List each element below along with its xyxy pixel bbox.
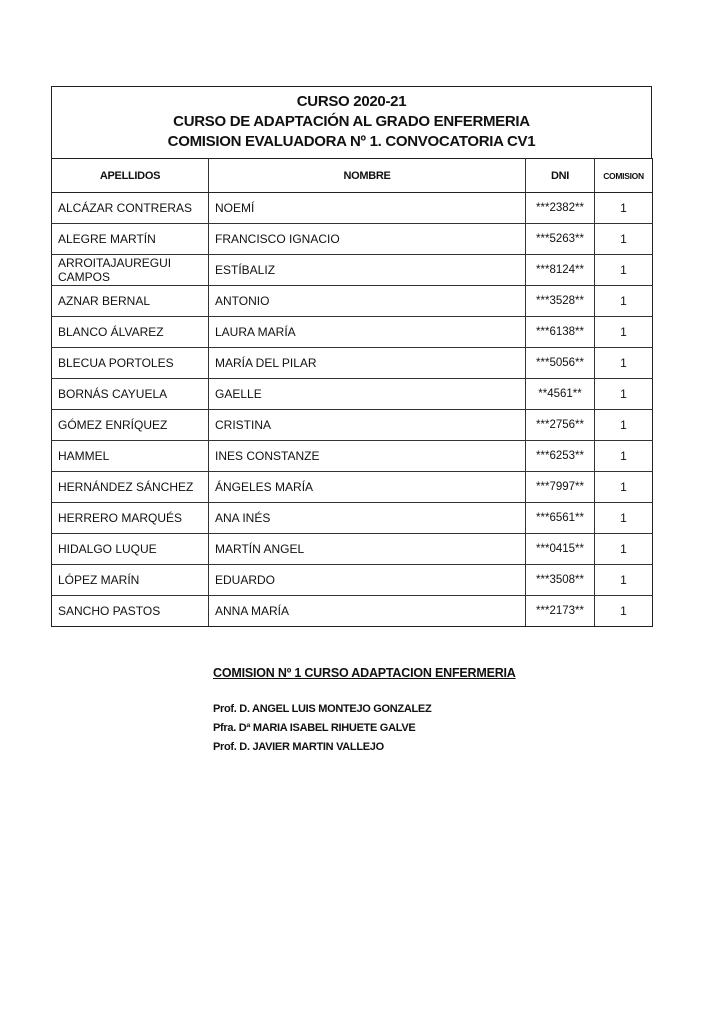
table-header-row xyxy=(52,159,653,193)
cell-apellidos: BLANCO ÁLVAREZ xyxy=(52,317,209,348)
cell-dni: ***0415** xyxy=(526,534,595,565)
cell-apellidos: ALCÁZAR CONTRERAS xyxy=(52,193,209,224)
cell-nombre: ANA INÉS xyxy=(209,503,526,534)
course-year: CURSO 2020-21 xyxy=(296,93,407,110)
cell-nombre: MARTÍN ANGEL xyxy=(209,534,526,565)
table-row xyxy=(52,317,653,348)
cell-comision: 1 xyxy=(595,596,653,627)
column-header-apellidos: APELLIDOS xyxy=(52,159,209,193)
table-body xyxy=(52,193,653,627)
cell-dni: ***5263** xyxy=(526,224,595,255)
cell-nombre: MARÍA DEL PILAR xyxy=(209,348,526,379)
committee-members xyxy=(213,700,516,757)
cell-nombre: ÁNGELES MARÍA xyxy=(209,472,526,503)
cell-dni: ***2382** xyxy=(526,193,595,224)
column-header-nombre: NOMBRE xyxy=(209,159,526,193)
column-header-dni: DNI xyxy=(526,159,595,193)
committee-member: Pfra. Dª MARIA ISABEL RIHUETE GALVE xyxy=(213,722,416,734)
document-header xyxy=(51,86,652,158)
cell-dni: ***5056** xyxy=(526,348,595,379)
cell-dni: ***6561** xyxy=(526,503,595,534)
cell-nombre: EDUARDO xyxy=(209,565,526,596)
cell-comision: 1 xyxy=(595,503,653,534)
cell-nombre: NOEMÍ xyxy=(209,193,526,224)
committee-title: COMISION Nº 1 CURSO ADAPTACION ENFERMERIA xyxy=(213,666,516,680)
table-row xyxy=(52,596,653,627)
cell-dni: ***6253** xyxy=(526,441,595,472)
cell-dni: ***2173** xyxy=(526,596,595,627)
cell-nombre: FRANCISCO IGNACIO xyxy=(209,224,526,255)
committee-section xyxy=(213,666,516,757)
cell-apellidos: HERNÁNDEZ SÁNCHEZ xyxy=(52,472,209,503)
commission-title: COMISION EVALUADORA Nº 1. CONVOCATORIA CV1 xyxy=(167,133,536,150)
cell-nombre: ANTONIO xyxy=(209,286,526,317)
cell-comision: 1 xyxy=(595,286,653,317)
table-row xyxy=(52,224,653,255)
cell-apellidos: HAMMEL xyxy=(52,441,209,472)
cell-comision: 1 xyxy=(595,317,653,348)
table-row xyxy=(52,410,653,441)
cell-comision: 1 xyxy=(595,379,653,410)
cell-apellidos: ARROITAJAUREGUI CAMPOS xyxy=(52,255,209,286)
cell-dni: ***6138** xyxy=(526,317,595,348)
column-header-comision: COMISION xyxy=(595,159,653,193)
cell-comision: 1 xyxy=(595,534,653,565)
cell-apellidos: LÓPEZ MARÍN xyxy=(52,565,209,596)
cell-dni: ***3508** xyxy=(526,565,595,596)
cell-nombre: GAELLE xyxy=(209,379,526,410)
committee-member: Prof. D. ANGEL LUIS MONTEJO GONZALEZ xyxy=(213,703,432,715)
cell-nombre: LAURA MARÍA xyxy=(209,317,526,348)
cell-comision: 1 xyxy=(595,472,653,503)
table-row xyxy=(52,441,653,472)
cell-apellidos: AZNAR BERNAL xyxy=(52,286,209,317)
cell-dni: ***7997** xyxy=(526,472,595,503)
table-row xyxy=(52,286,653,317)
table-row xyxy=(52,348,653,379)
table-row xyxy=(52,472,653,503)
cell-apellidos: HERRERO MARQUÉS xyxy=(52,503,209,534)
cell-apellidos: GÓMEZ ENRÍQUEZ xyxy=(52,410,209,441)
cell-apellidos: BORNÁS CAYUELA xyxy=(52,379,209,410)
cell-apellidos: ALEGRE MARTÍN xyxy=(52,224,209,255)
cell-nombre: ANNA MARÍA xyxy=(209,596,526,627)
cell-apellidos: HIDALGO LUQUE xyxy=(52,534,209,565)
course-title: CURSO DE ADAPTACIÓN AL GRADO ENFERMERIA xyxy=(173,113,530,130)
committee-member: Prof. D. JAVIER MARTIN VALLEJO xyxy=(213,741,384,753)
cell-comision: 1 xyxy=(595,224,653,255)
cell-comision: 1 xyxy=(595,410,653,441)
cell-comision: 1 xyxy=(595,565,653,596)
cell-nombre: CRISTINA xyxy=(209,410,526,441)
cell-comision: 1 xyxy=(595,255,653,286)
table-row xyxy=(52,193,653,224)
cell-nombre: INES CONSTANZE xyxy=(209,441,526,472)
cell-dni: ***2756** xyxy=(526,410,595,441)
table-row xyxy=(52,503,653,534)
cell-dni: **4561** xyxy=(526,379,595,410)
cell-comision: 1 xyxy=(595,193,653,224)
table-row xyxy=(52,565,653,596)
students-table xyxy=(51,158,653,627)
cell-apellidos: SANCHO PASTOS xyxy=(52,596,209,627)
table-row xyxy=(52,534,653,565)
table-row xyxy=(52,379,653,410)
cell-nombre: ESTÍBALIZ xyxy=(209,255,526,286)
cell-comision: 1 xyxy=(595,348,653,379)
table-row xyxy=(52,255,653,286)
cell-dni: ***8124** xyxy=(526,255,595,286)
cell-apellidos: BLECUA PORTOLES xyxy=(52,348,209,379)
cell-comision: 1 xyxy=(595,441,653,472)
cell-dni: ***3528** xyxy=(526,286,595,317)
